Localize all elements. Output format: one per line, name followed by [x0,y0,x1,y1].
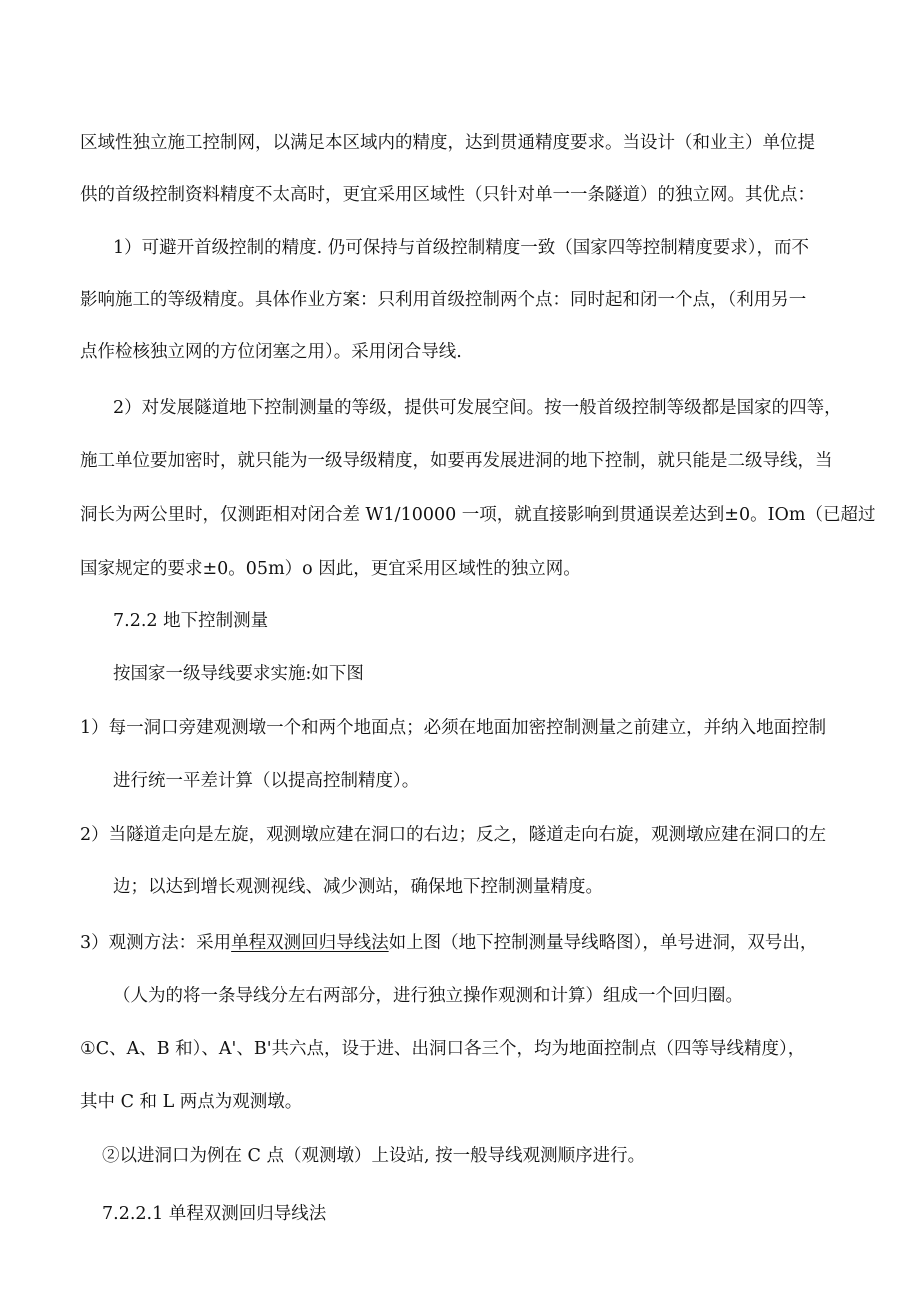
paragraph-line-2: 供的首级控制资料精度不太高时，更宜采用区域性（只针对单一一条隧道）的独立网。其优点： [80,185,815,205]
step-2-line-1: 2）当隧道走向是左旋，观测墩应建在洞口的右边；反之，隧道走向右旋，观测墩应建在洞口的左 [80,825,827,845]
section-intro: 按国家一级导线要求实施:如下图 [113,664,364,684]
step-2-line-2: 边；以达到增长观测视线、减少测站，确保地下控制测量精度。 [113,877,603,897]
note-1-line-2: 其中 C 和 L 两点为观测墩。 [80,1092,303,1112]
item-2-line-2: 施工单位要加密时，就只能为一级导级精度，如要再发展进洞的地下控制，就只能是二级导线，当 [80,451,833,471]
section-heading-7-2-2-1: 7.2.2.1 单程双测回归导线法 [102,1204,327,1224]
section-heading-7-2-2: 7.2.2 地下控制测量 [113,611,269,631]
method-link[interactable]: 单程双测回归导线法 [231,933,389,953]
item-1-line-1: 1）可避开首级控制的精度. 仍可保持与首级控制精度一致（国家四等控制精度要求），而不 [113,238,810,258]
item-2-line-3: 洞长为两公里时，仅测距相对闭合差 W1/10000 一项，就直接影响到贯通误差达到±0。IOm（已超过 [80,505,876,525]
note-2: ②以进洞口为例在 C 点（观测墩）上设站, 按一般导线观测顺序进行。 [102,1146,646,1166]
item-1-line-3: 点作检核独立网的方位闭塞之用）。采用闭合导线. [80,342,462,362]
paragraph-line-1: 区域性独立施工控制网，以满足本区域内的精度，达到贯通精度要求。当设计（和业主）单位提 [80,133,815,153]
step-3-line-2: （人为的将一条导线分左右两部分，进行独立操作观测和计算）组成一个回归圈。 [113,986,743,1006]
item-2-line-1: 2）对发展隧道地下控制测量的等级，提供可发展空间。按一般首级控制等级都是国家的四等， [113,398,842,418]
step-1-line-1: 1）每一洞口旁建观测墩一个和两个地面点；必须在地面加密控制测量之前建立，并纳入地面控制 [80,718,827,738]
item-2-line-4: 国家规定的要求±0。05m）o 因此，更宜采用区域性的独立网。 [80,559,581,579]
step-3-suffix: 如上图（地下控制测量导线略图），单号进洞，双号出， [388,933,818,953]
note-1-line-1: ①C、A、B 和）、A'、B'共六点，设于进、出洞口各三个，均为地面控制点（四等导线精度）， [80,1039,806,1059]
step-1-line-2: 进行统一平差计算（以提高控制精度）。 [113,771,420,791]
step-3-line-1 [80,931,817,955]
step-3-prefix: 3）观测方法：采用 [80,933,232,953]
item-1-line-2: 影响施工的等级精度。具体作业方案：只利用首级控制两个点：同时起和闭一个点，（利用另一 [80,290,807,310]
